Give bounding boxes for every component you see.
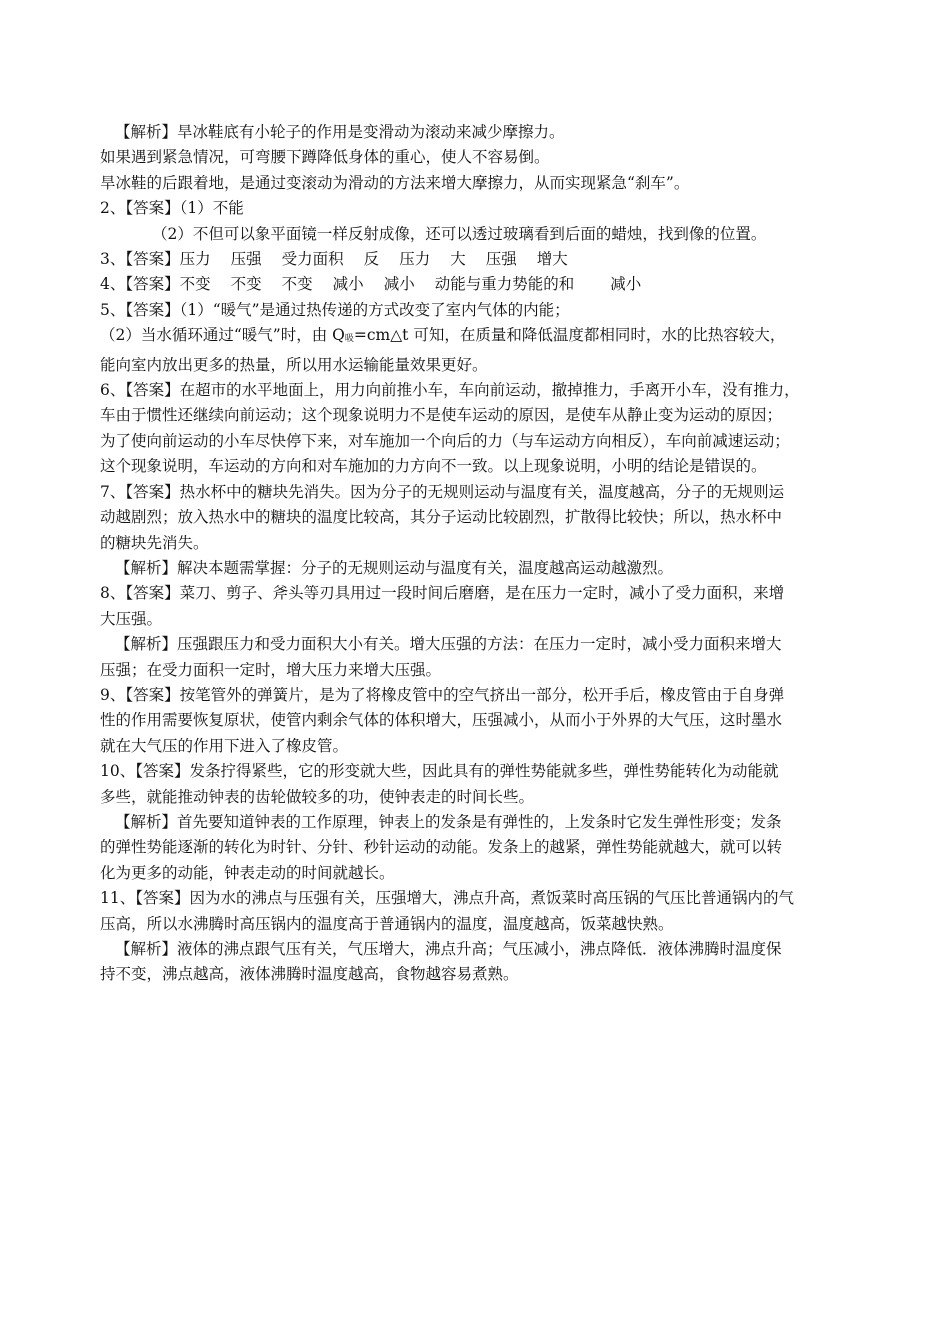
q5-answer-line-1: 5、【答案】（1）“暖气”是通过热传递的方式改变了室内气体的内能；: [100, 300, 570, 319]
q3-item: 大: [450, 250, 466, 269]
q3-prefix: 3、【答案】: [100, 250, 180, 269]
q3-item: 压强: [485, 250, 517, 269]
q4-item: 不变: [281, 275, 313, 294]
q11-answer-line-1: 11、【答案】因为水的沸点与压强有关，压强增大，沸点升高，煮饭菜时高压锅的气压比普通锅内的气: [100, 889, 794, 908]
q4-item: 减小: [383, 275, 415, 294]
q11-analysis-line-1: 【解析】液体的沸点跟气压有关，气压增大，沸点升高；气压减小，沸点降低．液体沸腾时温度保: [115, 940, 782, 958]
q5-formula-text: （2）当水循环通过“暖气”时，由 Q: [100, 326, 345, 345]
q3-item: 压强: [230, 250, 262, 269]
q4-answer: [100, 272, 852, 297]
q7-answer-line-3: 的糖块先消失。: [100, 533, 209, 552]
q11-answer-line-2: 压高，所以水沸腾时高压锅内的温度高于普通锅内的温度，温度越高，饭菜越快熟。: [100, 914, 674, 933]
answer-content: [100, 120, 852, 988]
q3-item: 增大: [536, 250, 568, 269]
q3-answer: [100, 247, 852, 272]
q2-answer-line-2: （2）不但可以象平面镜一样反射成像，还可以透过玻璃看到后面的蜡烛，找到像的位置。: [152, 224, 767, 243]
q9-answer-line-3: 就在大气压的作用下进入了橡皮管。: [100, 736, 349, 755]
q10-analysis-line-1: 【解析】首先要知道钟表的工作原理，钟表上的发条是有弹性的，上发条时它发生弹性形变；发条: [115, 812, 782, 831]
q3-item: 反: [363, 250, 380, 269]
q5-formula-subscript: 吸: [344, 334, 354, 345]
q4-prefix: 4、【答案】: [100, 275, 180, 294]
q9-answer-line-2: 性的作用需要恢复原状，使管内剩余气体的体积增大，压强减小，从而小于外界的大气压，这时墨水: [100, 711, 783, 730]
q7-answer-line-2: 动越剧烈；放入热水中的糖块的温度比较高，其分子运动比较剧烈，扩散得比较快；所以，热水杯中: [100, 508, 783, 527]
q8-answer-line-2: 大压强。: [100, 609, 163, 628]
q6-answer-line-4: 这个现象说明，车运动的方向和对车施加的力方向不一致。以上现象说明，小明的结论是错误的。: [100, 457, 767, 476]
q6-answer-line-1: 6、【答案】在超市的水平地面上，用力向前推小车，车向前运动，撤掉推力，手离开小车，没有推力，: [100, 381, 800, 400]
q9-answer-line-1: 9、【答案】按笔管外的弹簧片，是为了将橡皮管中的空气挤出一部分，松开手后，橡皮管由于自身弹: [100, 685, 785, 704]
q10-answer-line-2: 多些，就能推动钟表的齿轮做较多的功，使钟表走的时间长些。: [100, 787, 535, 806]
q8-answer-line-1: 8、【答案】菜刀、剪子、斧头等刃具用过一段时间后磨磨，是在压力一定时，减小了受力面积，来增: [100, 584, 785, 603]
q4-item: 不变: [230, 275, 262, 294]
q10-analysis-line-3: 化为更多的动能，钟表走动的时间就越长。: [100, 863, 395, 882]
q2-answer-line-1: 2、【答案】（1）不能: [100, 199, 244, 218]
q3-item: 受力面积: [281, 250, 344, 269]
q1-analysis-line-3: 旱冰鞋的后跟着地，是通过变滚动为滑动的方法来增大摩擦力，从而实现紧急“刹车”。: [100, 173, 690, 192]
q4-item: 不变: [179, 275, 211, 294]
q3-item: 压力: [179, 250, 211, 269]
q11-analysis-line-2: 持不变，沸点越高，液体沸腾时温度越高，食物越容易煮熟。: [100, 965, 519, 984]
q4-item: 减小: [610, 275, 642, 294]
q1-analysis-line-2: 如果遇到紧急情况，可弯腰下蹲降低身体的重心，使人不容易倒。: [100, 148, 550, 167]
q5-answer-line-2: [100, 323, 852, 352]
q4-item: 动能与重力势能的和: [434, 275, 575, 294]
q6-answer-line-3: 为了使向前运动的小车尽快停下来，对车施加一个向后的力（与车运动方向相反），车向前减速运动；: [100, 431, 790, 450]
q5-answer-line-3: 能向室内放出更多的热量，所以用水运输能量效果更好。: [100, 355, 488, 374]
q8-analysis-line-1: 【解析】压强跟压力和受力面积大小有关。增大压强的方法：在压力一定时，减小受力面积来增大: [115, 635, 782, 654]
q10-analysis-line-2: 的弹性势能逐渐的转化为时针、分针、秒针运动的动能。发条上的越紧，弹性势能就越大，就可以转: [100, 838, 783, 857]
q1-analysis-line-1: 【解析】旱冰鞋底有小轮子的作用是变滑动为滚动来减少摩擦力。: [115, 123, 565, 141]
q4-item: 减小: [332, 275, 364, 294]
q8-analysis-line-2: 压强；在受力面积一定时，增大压力来增大压强。: [100, 660, 442, 679]
q5-formula-rest: =cm△t 可知，在质量和降低温度都相同时，水的比热容较大，: [353, 326, 786, 345]
q7-analysis: 【解析】解决本题需掌握：分子的无规则运动与温度有关，温度越高运动越激烈。: [115, 558, 674, 577]
q6-answer-line-2: 车由于惯性还继续向前运动；这个现象说明力不是使车运动的原因，是使车从静止变为运动的原因；: [100, 406, 783, 425]
q10-answer-line-1: 10、【答案】发条拧得紧些，它的形变就大些，因此具有的弹性势能就多些，弹性势能转化为动能就: [100, 762, 779, 781]
q7-answer-line-1: 7、【答案】热水杯中的糖块先消失。因为分子的无规则运动与温度有关，温度越高，分子的无规则运: [100, 482, 785, 501]
q3-item: 压力: [399, 250, 431, 269]
